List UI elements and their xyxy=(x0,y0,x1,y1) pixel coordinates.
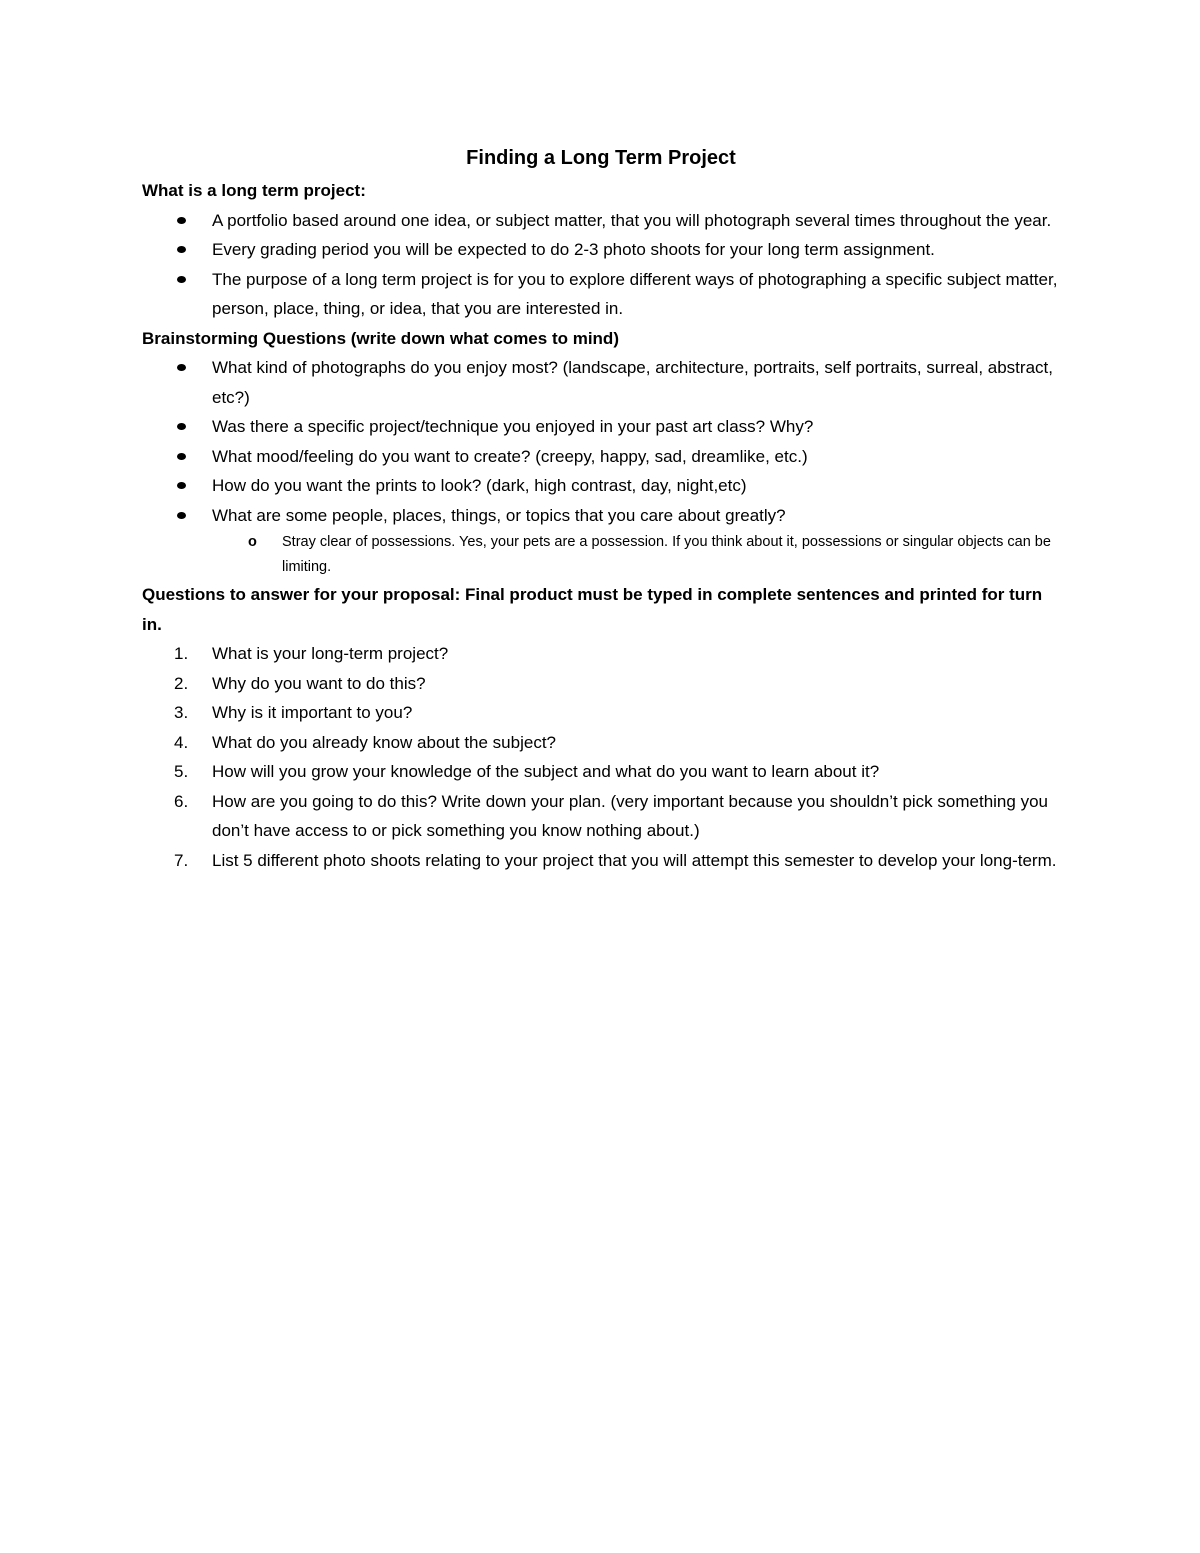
bullet-icon xyxy=(177,453,186,460)
bullet-icon xyxy=(177,364,186,371)
circle-bullet-icon: o xyxy=(248,534,257,550)
list-item: 5. How will you grow your knowledge of the subject and what do you want to learn about it? xyxy=(174,762,880,781)
section-heading-brainstorming: Brainstorming Questions (write down what comes to mind) xyxy=(142,328,619,348)
list-item: 4. What do you already know about the subject? xyxy=(174,732,556,752)
bullet-icon xyxy=(177,482,186,489)
bullet-icon xyxy=(177,217,186,224)
document-page xyxy=(142,140,1060,875)
brainstorming-sublist xyxy=(142,530,1060,580)
list-item: Was there a specific project/technique you enjoyed in your past art class? Why? xyxy=(142,412,1060,442)
list-item: 6. How are you going to do this? Write down your plan. (very important because you shouldn’t pick something you don’t have access to or pick something you know nothing about.) xyxy=(174,791,1048,840)
list-item: What mood/feeling do you want to create? (creepy, happy, sad, dreamlike, etc.) xyxy=(142,442,1060,472)
bullet-icon xyxy=(177,276,186,283)
list-item: A portfolio based around one idea, or subject matter, that you will photograph several times throughout the year. xyxy=(142,206,1060,236)
list-item: 1. What is your long-term project? xyxy=(174,644,449,663)
what-is-list xyxy=(142,206,1060,324)
section-heading-what-is: What is a long term project: xyxy=(142,181,366,200)
proposal-questions-list xyxy=(142,639,1060,875)
section-heading-proposal: Questions to answer for your proposal: Final product must be typed in complete sentences and printed for turn in. xyxy=(142,585,1043,634)
list-item: The purpose of a long term project is for you to explore different ways of photographing a specific subject matter, person, place, thing, or idea, that you are interested in. xyxy=(142,265,1060,324)
list-item: 2. Why do you want to do this? xyxy=(174,673,426,693)
list-item: What are some people, places, things, or topics that you care about greatly? xyxy=(142,501,1060,531)
list-item: What kind of photographs do you enjoy most? (landscape, architecture, portraits, self portraits, surreal, abstract, etc?) xyxy=(142,353,1060,412)
bullet-icon xyxy=(177,246,186,253)
brainstorming-list xyxy=(142,353,1060,530)
list-item: 7. List 5 different photo shoots relating to your project that you will attempt this semester to develop your long-term. xyxy=(174,850,1057,870)
bullet-icon xyxy=(177,423,186,430)
list-item: 3. Why is it important to you? xyxy=(174,703,413,722)
list-item: How do you want the prints to look? (dark, high contrast, day, night,etc) xyxy=(142,471,1060,501)
bullet-icon xyxy=(177,512,186,519)
sub-list-item: o Stray clear of possessions. Yes, your pets are a possession. If you think about it, possessions or singular objects can be limiting. xyxy=(142,530,1060,580)
document-title: Finding a Long Term Project xyxy=(466,147,736,169)
list-item: Every grading period you will be expected to do 2-3 photo shoots for your long term assignment. xyxy=(142,235,1060,265)
